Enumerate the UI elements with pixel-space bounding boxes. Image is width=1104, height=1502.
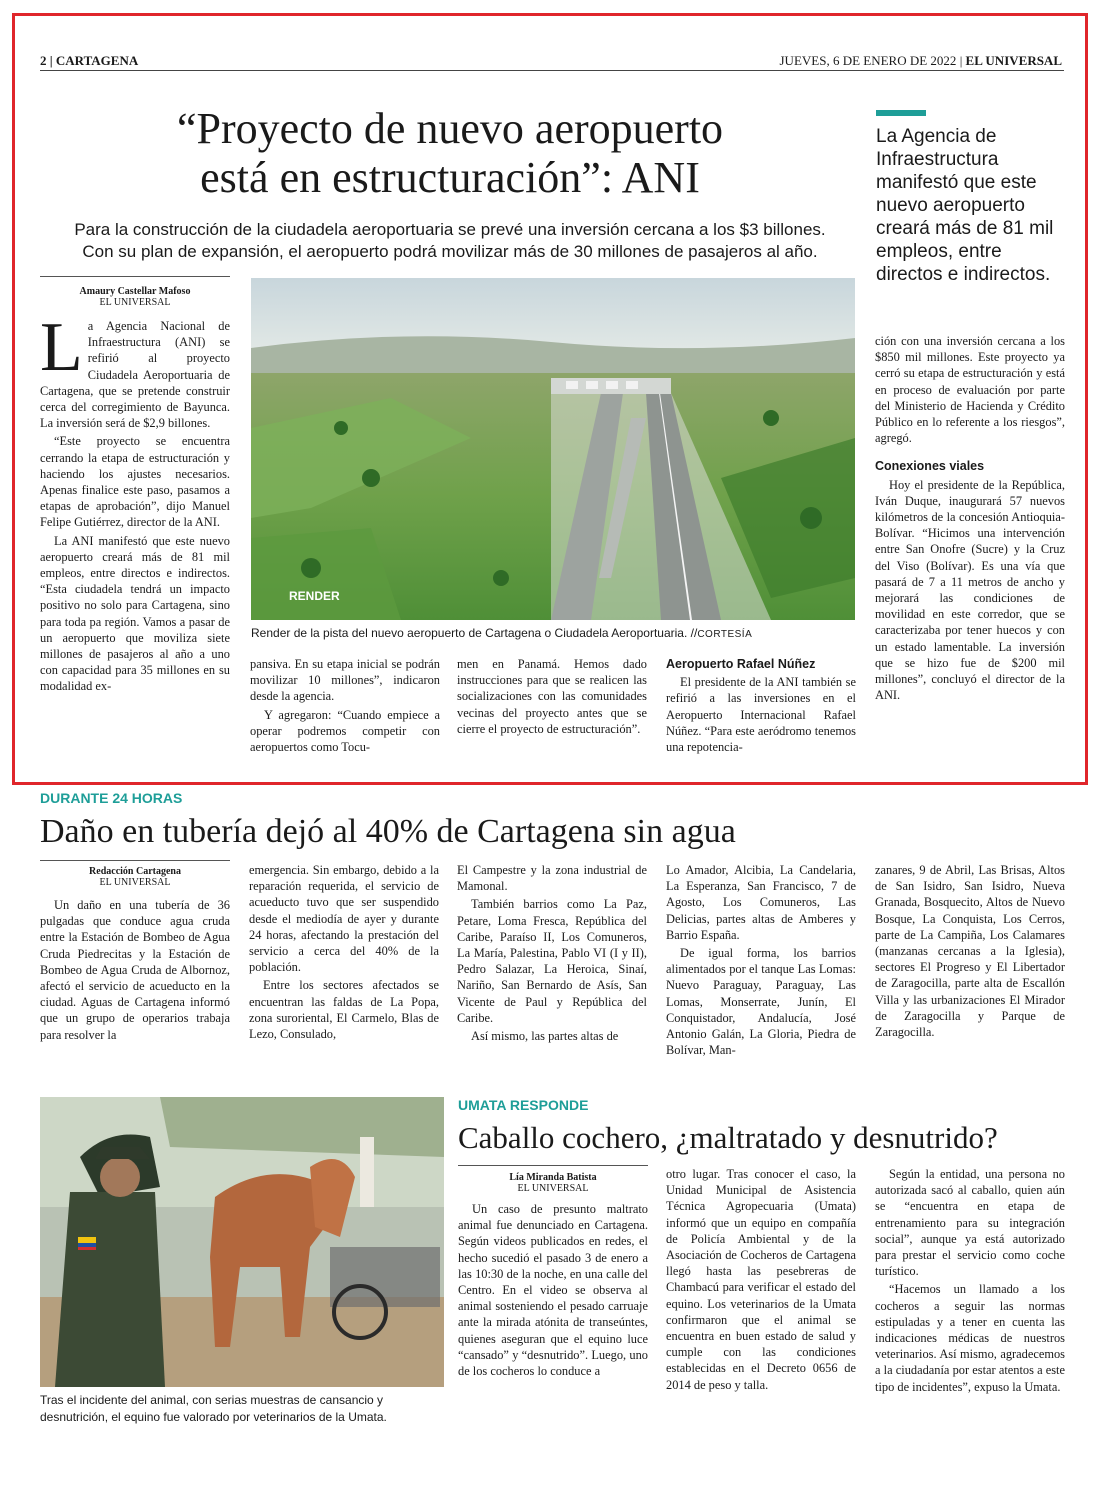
paragraph: a Agencia Nacional de Infraestructura (ANI) se refirió al proyecto Ciudadela Aeroportuaria de Cartagena, que se pretende construir cerca del corregimiento de Bayunca. La inversión será de $2,9 billones. — [40, 319, 230, 431]
article2-byline — [40, 866, 230, 888]
side-quote: La Agencia de Infraestructura manifestó que este nuevo aeropuerto creará más de 81 mil empleos, entre directos e indirectos. — [876, 126, 1054, 285]
paragraph: “Hacemos un llamado a los cocheros a seguir las normas estipuladas y a tener en cuenta las indicaciones médicas de nuestros veterinarios. Así mismo, agradecemos a la ciudadanía por estar atentos a este tipo de incidentes”, expuso la Umata. — [875, 1282, 1065, 1394]
author-name: Amaury Castellar Mafoso — [79, 286, 191, 297]
article3-column-1 — [458, 1201, 648, 1381]
author-outlet: EL UNIVERSAL — [99, 877, 171, 888]
article1-subhead — [40, 219, 860, 263]
paragraph: “Este proyecto se encuentra cerrando la etapa de estructuración y haciendo los ajustes necesarios. Apenas finalice este paso, pasamos a etapas de aprobación”, dijo Manuel Felipe Gutiérrez, director de la ANI. — [40, 434, 230, 530]
paragraph: Hoy el presidente de la República, Iván Duque, inaugurará 57 nuevos kilómetros de la concesión Antioquia-Bolívar. “Hicimos una intervención entre San Onofre (Sucre) y la Cruz del Viso (Bolívar). Es una vía que pasará de 7 a 11 metros de ancho y mejorará las condiciones de movilidad en este corredor, que se caracterizaba por tener huecos y con un estado lamentable. La inversión que se hizo fue de $200 mil millones”, concluyó el director de la ANI. — [875, 477, 1065, 703]
author-name: Redacción Cartagena — [89, 866, 181, 877]
paragraph: zanares, 9 de Abril, Las Brisas, Altos de San Isidro, San Isidro, Nueva Granada, Bosquecito, Altos de Nuevo Bosque, La Conquista, Los Cerros, parte de La Campiña, Los Calamares (manzanas cercanas a la Iglesia), sectores El Progreso y El Libertador de Zaragocilla, parte alta de Escallón Villa y las urbanizaciones El Mirador de Zaragocilla y Parque de Zaragocilla. — [875, 863, 1065, 1040]
caption-text: Render de la pista del nuevo aeropuerto de Cartagena o Ciudadela Aeroportuaria. // — [251, 626, 698, 640]
section-subtitle: Conexiones viales — [875, 459, 985, 474]
article3-kicker: UMATA RESPONDE — [458, 1097, 589, 1113]
article2-column-2 — [249, 862, 439, 1044]
subhead-line: Para la construcción de la ciudadela aeroportuaria se prevé una inversión cercana a los $3 billones. — [74, 220, 826, 239]
section-subtitle: Aeropuerto Rafael Núñez — [666, 657, 816, 671]
photo-label: RENDER — [289, 589, 340, 603]
article2-headline: Daño en tubería dejó al 40% de Cartagena sin agua — [40, 813, 736, 850]
paragraph: El presidente de la ANI también se refirió a las inversiones en el Aeropuerto Internacional Rafael Núñez. “Para este aeródromo tenemos una repotencia- — [666, 675, 856, 755]
headline-line: “Proyecto de nuevo aeropuerto — [176, 104, 724, 153]
article1-column-4 — [666, 656, 856, 757]
article3-column-2 — [666, 1166, 856, 1395]
paragraph: otro lugar. Tras conocer el caso, la Unidad Municipal de Asistencia Técnica Agropecuaria (Umata) informó que un equipo en compañía de Policía Ambiental y de la Asociación de Cocheros de Cartagena llegó hasta las pesebreras de Chambacú para verificar el estado del equino. Los veterinarios de la Umata confirmaron que el animal se encuentra en buen estado de salud y cumple con las condiciones establecidas en el Decreto 0656 de 2014 de peso y talla. — [666, 1167, 856, 1392]
article2-column-5 — [875, 862, 1065, 1042]
article1-photo-caption — [251, 625, 855, 643]
author-outlet: EL UNIVERSAL — [99, 297, 171, 308]
headline-line: está en estructuración”: ANI — [200, 153, 700, 202]
article2-column-1 — [40, 897, 230, 1045]
article1-column-1 — [40, 309, 230, 697]
publication-name: EL UNIVERSAL — [965, 53, 1062, 68]
paragraph: ción con una inversión cercana a los $850 mil millones. Este proyecto ya cerró su etapa de estructuración y está en proceso de evaluación por parte del Ministerio de Hacienda y Crédito Público en lo referente a los riesgos”, agregó. — [875, 334, 1065, 446]
paragraph: Lo Amador, Alcibia, La Candelaria, La Esperanza, San Francisco, 7 de Agosto, Los Comuneros, Las Delicias, partes altas de Amberes y Barrio España. — [666, 863, 856, 942]
header-separator: | — [49, 53, 56, 68]
page-section-header — [40, 53, 138, 69]
subhead-line: Con su plan de expansión, el aeropuerto podrá movilizar más de 30 millones de pasajeros al año. — [82, 242, 818, 261]
byline-rule — [458, 1165, 648, 1166]
side-quote-accent-bar — [876, 110, 926, 116]
caption-credit: CORTESÍA — [697, 629, 753, 640]
article3-column-3 — [875, 1166, 1065, 1397]
byline-rule — [40, 276, 230, 277]
paragraph: pansiva. En su etapa inicial se podrán movilizar 10 millones”, indicaron desde la agencia. — [250, 657, 440, 704]
paragraph: La ANI manifestó que este nuevo aeropuerto creará más de 81 mil empleos, entre directos e indirectos. “Esta ciudadela tendrá un impacto positivo no solo para Cartagena, sino para toda pa región. Vamos a pasar de un aeropuerto que moviliza siete millones de pasajeros al año a uno con capacidad para 35 millones en su modalidad ex- — [40, 533, 230, 694]
paragraph: Entre los sectores afectados se encuentran las faldas de La Popa, zona suroriental, El Carmelo, Blas de Lezo, Consulado, — [249, 978, 439, 1042]
article3-byline — [458, 1172, 648, 1194]
paragraph: Un daño en una tubería de 36 pulgadas que conduce agua cruda entre la Estación de Bombeo de Agua Cruda Piedrecitas y la Estación de Bombeo de Agua Cruda de Albornoz, afectó el servicio de acueducto en la ciudad. Aguas de Cartagena informó que un grupo de operarios trabaja para resolver la — [40, 898, 230, 1042]
paragraph: Un caso de presunto maltrato animal fue denunciado en Cartagena. Según videos publicados en redes, el hecho sucedió el pasado 3 de enero a las 10:30 de la noche, en una calle del Centro. En el video se observa al animal sosteniendo el pesado carruaje ante la mirada atónita de transeúntes, quienes aseguran que el equino luce “cansado” y “desnutrido”. Luego, uno de los cocheros lo conduce a — [458, 1202, 648, 1379]
article1-column-2 — [250, 656, 440, 757]
airport-render-image — [251, 278, 855, 620]
drop-cap: L — [40, 309, 83, 386]
article1-headline — [40, 104, 860, 202]
paragraph: De igual forma, los barrios alimentados por el tanque Las Lomas: Nuevo Paraguay, Paraguay, Las Lomas, Monserrate, Junín, El Conquistador, Andalucía, José Antonio Galán, La Gloria, Piedra de Bolívar, Man- — [666, 946, 856, 1058]
article3-photo-caption: Tras el incidente del animal, con serias muestras de cansancio y desnutrición, el equino fue valorado por veterinarios de la Umata. — [40, 1393, 387, 1424]
article2-column-4 — [666, 862, 856, 1060]
paragraph: También barrios como La Paz, Petare, Loma Fresca, República del Caribe, Paraíso II, Los Comuneros, La María, Palestina, Pablo VI (I y II), Pedro Salazar, La Heroica, Sinaí, Nariño, San Bernardo de Asís, San Vicente de Paul y República del Caribe. — [457, 897, 647, 1025]
article2-column-3 — [457, 862, 647, 1046]
article1-byline — [40, 286, 230, 308]
article3-headline: Caballo cochero, ¿maltratado y desnutrido? — [458, 1120, 998, 1155]
paragraph: Según la entidad, una persona no autorizada sacó al caballo, quien aún se “encuentra en etapa de entrenamiento para su integración social”, aunque ya está autorizado para prestar el servicio como coche turístico. — [875, 1167, 1065, 1279]
section-name: CARTAGENA — [55, 53, 139, 68]
horse-photo-image — [40, 1097, 444, 1387]
page-date: JUEVES, 6 DE ENERO DE 2022 — [779, 53, 957, 68]
header-rule — [40, 70, 1064, 71]
paragraph: men en Panamá. Hemos dado instrucciones para que se realicen las socializaciones con las comunidades vecinas del proyecto antes que se cierre el proyecto de estructuración”. — [457, 657, 647, 736]
paragraph: El Campestre y la zona industrial de Mamonal. — [457, 863, 647, 894]
paragraph: Así mismo, las partes altas de — [471, 1029, 619, 1044]
paragraph: emergencia. Sin embargo, debido a la reparación requerida, el servicio de acueducto tuvo que ser suspendido desde el mediodía de ayer y durante 24 horas, afectando la prestación del servicio a cerca del 40% de la población. — [249, 863, 439, 975]
article1-column-3 — [457, 656, 647, 739]
airport-render-photo — [251, 278, 855, 620]
article2-kicker: DURANTE 24 HORAS — [40, 790, 183, 806]
header-separator: | — [959, 53, 966, 68]
author-name: Lía Miranda Batista — [509, 1172, 597, 1183]
article1-column-5 — [875, 333, 1065, 705]
horse-photo — [40, 1097, 444, 1387]
page-date-header — [780, 53, 1063, 69]
paragraph: Y agregaron: “Cuando empiece a operar podremos competir con aeropuertos como Tocu- — [250, 707, 440, 755]
page-number: 2 — [40, 53, 47, 68]
byline-rule — [40, 860, 230, 861]
author-outlet: EL UNIVERSAL — [517, 1183, 589, 1194]
